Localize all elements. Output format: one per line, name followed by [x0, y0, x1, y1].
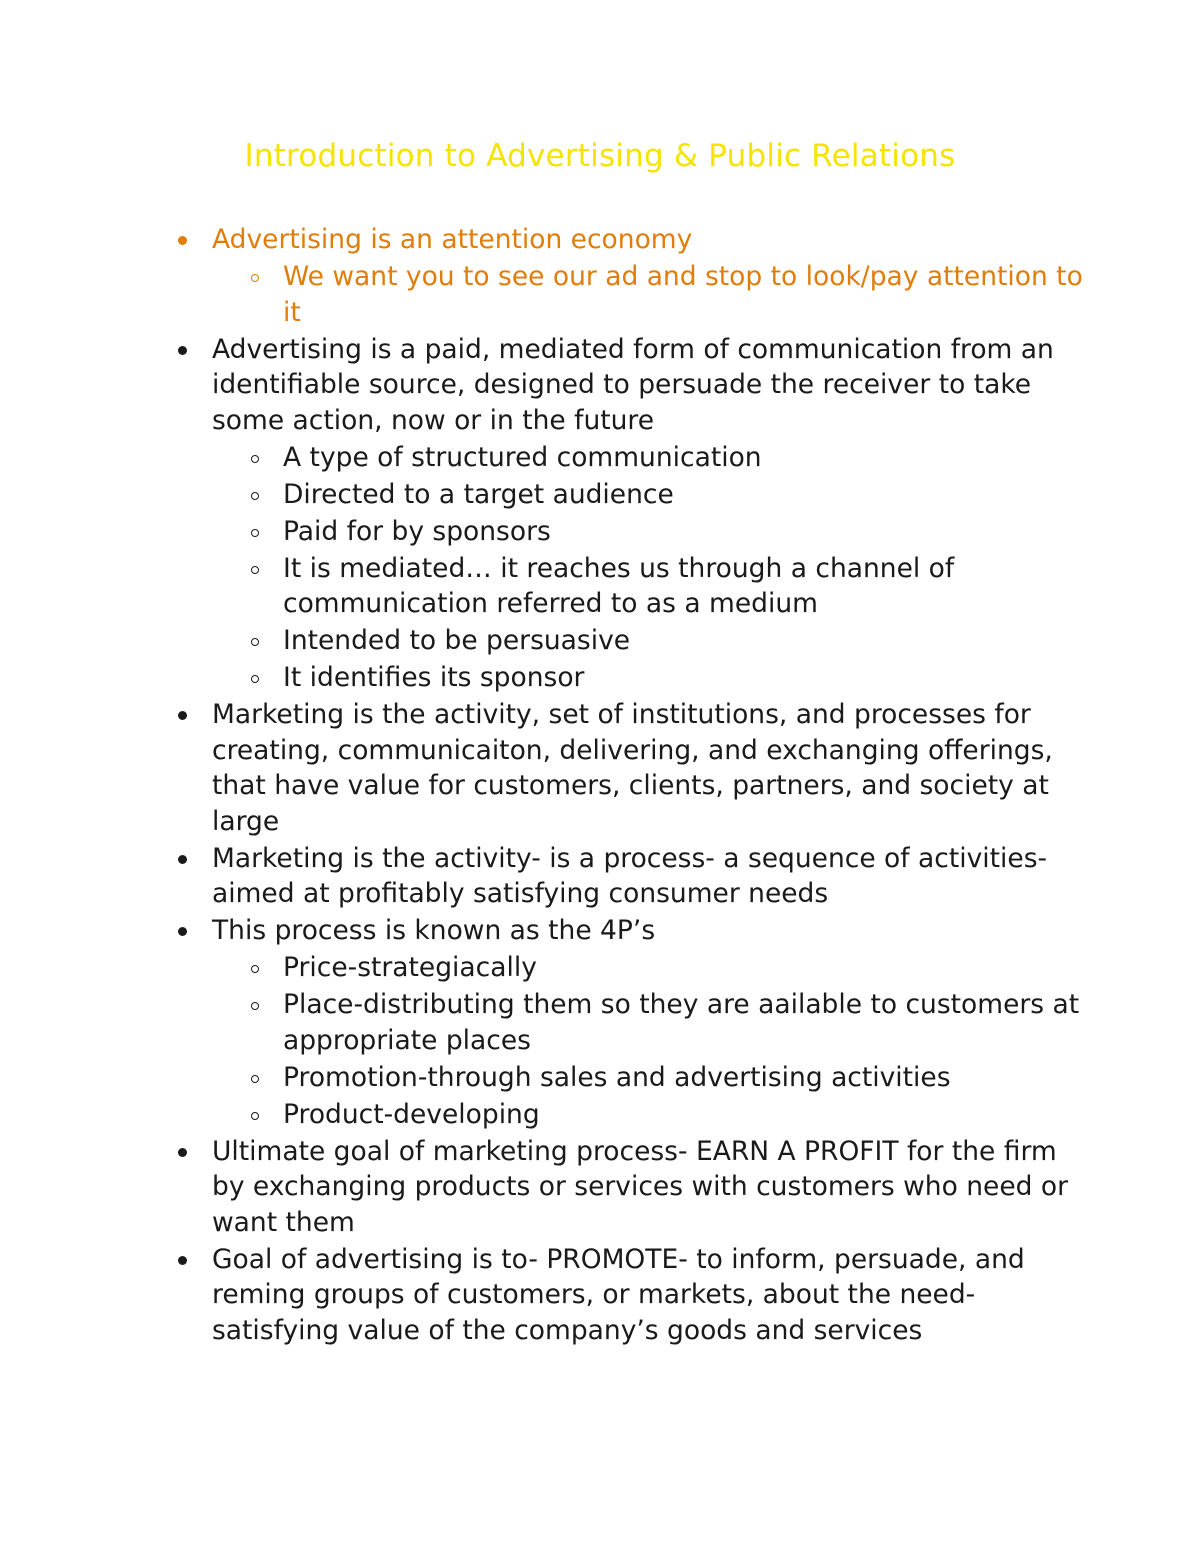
- list-item-text: Advertising is an attention economy: [212, 224, 693, 255]
- hollow-bullet-icon: [251, 566, 259, 574]
- list-item-text: Directed to a target audience: [283, 478, 674, 510]
- list-item-text: It identifies its sponsor: [283, 662, 585, 693]
- list-item-text: Intended to be persuasive: [283, 625, 631, 656]
- list-item-text: Advertising is a paid, mediated form of communication from an identifiable source, designed to persuade the receiver to take some action, now or in the future: [212, 333, 1054, 436]
- list-item: [212, 332, 1092, 439]
- hollow-bullet-icon: [251, 529, 259, 537]
- bullet-icon: [178, 1256, 187, 1265]
- hollow-bullet-icon: [251, 274, 259, 282]
- hollow-bullet-icon: [251, 1075, 259, 1083]
- bullet-icon: [178, 1148, 187, 1157]
- list-item: [212, 1242, 1092, 1349]
- page-title: Introduction to Advertising & Public Relations: [244, 138, 956, 174]
- bullet-icon: [178, 927, 187, 936]
- list-item: [283, 950, 1092, 986]
- list-item: [283, 514, 1092, 550]
- list-item-text: This process is known as the 4P’s: [212, 915, 656, 946]
- list-item: [283, 1097, 1092, 1133]
- list-item: [283, 987, 1092, 1058]
- list-item-text: Paid for by sponsors: [283, 515, 551, 547]
- list-item: [212, 841, 1092, 912]
- list-item: [283, 660, 1092, 696]
- list-item: [283, 477, 1092, 513]
- bullet-icon: [178, 236, 187, 245]
- hollow-bullet-icon: [251, 455, 259, 463]
- list-item-text: Price-strategiacally: [283, 952, 537, 983]
- hollow-bullet-icon: [251, 638, 259, 646]
- list-item: [212, 222, 1092, 258]
- list-item-text: We want you to see our ad and stop to look/pay attention to it: [283, 261, 1083, 328]
- list-item-text: Marketing is the activity, set of institutions, and processes for creating, communicaiton, delivering, and exchanging offerings, that have value for customers, clients, partners, and society at large: [212, 699, 1053, 837]
- list-item-text: It is mediated… it reaches us through a channel of communication referred to as a medium: [283, 552, 955, 619]
- list-item-text: Goal of advertising is to- PROMOTE- to inform, persuade, and reming groups of customers, or markets, about the need-satisfying value of the company’s goods and services: [212, 1243, 1025, 1346]
- notes-list: [212, 222, 1092, 1350]
- list-item-text: Marketing is the activity- is a process- a sequence of activities- aimed at profitably satisfying consumer needs: [212, 842, 1048, 909]
- list-item-text: Ultimate goal of marketing process- EARN A PROFIT for the firm by exchanging products or services with customers who need or want them: [212, 1135, 1068, 1238]
- list-item-text: Place-distributing them so they are aailable to customers at appropriate places: [283, 989, 1080, 1056]
- list-item-text: Product-developing: [283, 1098, 540, 1130]
- bullet-icon: [178, 711, 187, 720]
- hollow-bullet-icon: [251, 675, 259, 683]
- list-item: [283, 623, 1092, 659]
- list-item: [283, 259, 1092, 330]
- hollow-bullet-icon: [251, 492, 259, 500]
- hollow-bullet-icon: [251, 965, 259, 973]
- list-item: [283, 440, 1092, 476]
- list-item: [283, 551, 1092, 622]
- list-item: [212, 697, 1092, 839]
- list-item: [283, 1060, 1092, 1096]
- list-item: [212, 1134, 1092, 1241]
- bullet-icon: [178, 855, 187, 864]
- bullet-icon: [178, 346, 187, 355]
- list-item-text: Promotion-through sales and advertising activities: [283, 1061, 951, 1093]
- list-item: [212, 913, 1092, 949]
- hollow-bullet-icon: [251, 1112, 259, 1120]
- list-item-text: A type of structured communication: [283, 441, 762, 473]
- hollow-bullet-icon: [251, 1002, 259, 1010]
